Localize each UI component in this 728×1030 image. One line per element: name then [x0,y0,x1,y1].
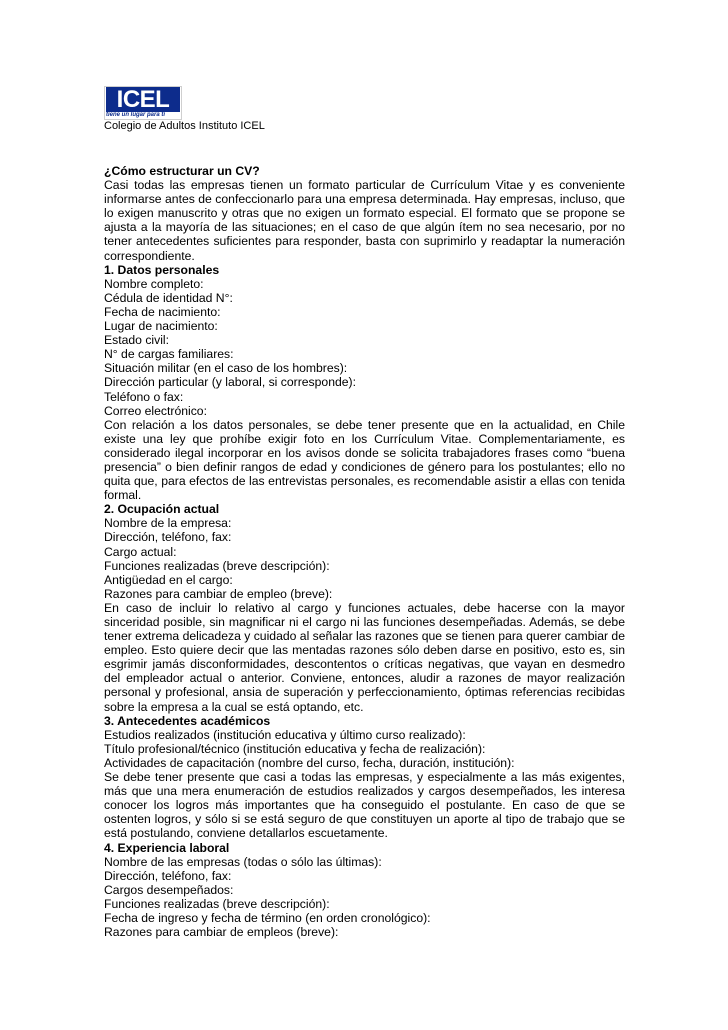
form-field: Dirección, teléfono, fax: [104,530,232,545]
document-body [104,164,625,939]
section-note: En caso de incluir lo relativo al cargo y funciones actuales, debe hacerse con la mayor sinceridad posible, sin magnificar ni el cargo ni las funciones desempeñadas. Además, se debe tener extrema delicadeza y cuidado al señalar las razones que se tienen para querer cambiar de empleo. Esto quiere decir que las mentadas razones sólo deben darse en positivo, esto es, sin esgrimir jamás disconformidades, descontentos o críticas negativas, que vayan en desmedro del empleador actual o anterior. Conviene, entonces, aludir a razones de mayor realización personal y profesional, ansia de superación y perfeccionamiento, óptimas referencias recibidas sobre la empresa a la cual se está optando, etc. [104,600,625,714]
form-field: Cargo actual: [104,544,177,559]
form-field: Funciones realizadas (breve descripción): [104,896,330,911]
section-note: Con relación a los datos personales, se debe tener presente que en la actualidad, en Chile existe una ley que prohíbe exigir foto en los Currículum Vitae. Complementariamente, es considerado ilegal incorporar en los avisos donde se solicita trabajadores frases como “buena presencia” o bien definir rangos de edad y condiciones de género para los postulantes; ello no quita que, para efectos de las entrevistas personales, es recomendable asistir a ellas con tenida formal. [104,417,625,503]
form-field: Dirección particular (y laboral, si corresponde): [104,375,356,390]
section-heading: 1. Datos personales [104,262,220,277]
form-field: Antigüedad en el cargo: [104,572,233,587]
form-field: Actividades de capacitación (nombre del curso, fecha, duración, institución): [104,755,515,770]
form-field: Nombre de las empresas (todas o sólo las últimas): [104,854,382,869]
document-title: ¿Cómo estructurar un CV? [104,164,260,178]
form-field: Estudios realizados (institución educativa y último curso realizado): [104,727,466,742]
form-field: Fecha de ingreso y fecha de término (en orden cronológico): [104,910,431,925]
form-field: Razones para cambiar de empleos (breve): [104,925,339,940]
form-field: Teléfono o fax: [104,389,184,404]
form-field: Correo electrónico: [104,403,207,418]
section-heading: 2. Ocupación actual [104,502,220,517]
form-field: Título profesional/técnico (institución educativa y fecha de realización): [104,741,486,756]
form-field: Razones para cambiar de empleo (breve): [104,586,333,601]
form-field: Lugar de nacimiento: [104,319,218,334]
form-field: Situación militar (en el caso de los hombres): [104,361,348,376]
icel-logo [104,86,182,120]
form-field: N° de cargas familiares: [104,347,234,362]
logo-wordmark: ICEL [106,87,180,112]
section-note: Se debe tener presente que casi a todas las empresas, y especialmente a las más exigentes, más que una mera enumeración de estudios realizados y cargos desempeñados, les interesa conocer los logros más importantes que ha conseguido el postulante. En caso de que se ostenten logros, y sólo si se está seguro de que constituyen un aporte al tipo de trabajo que se está postulando, conviene detallarlos escuetamente. [104,770,625,841]
form-field: Cargos desempeñados: [104,882,234,897]
form-field: Nombre completo: [104,276,204,291]
intro-paragraph: Casi todas las empresas tienen un formato particular de Currículum Vitae y es conveniente informarse antes de confeccionarlo para una empresa determinada. Hay empresas, incluso, que lo exigen manuscrito y otras que no exigen un formato especial. El formato que se propone se ajusta a la mayoría de las situaciones; en el caso de que algún ítem no sea necesario, por no tener antecedentes suficientes para responder, basta con suprimirlo y readaptar la numeración correspondiente. [104,178,625,263]
form-field: Nombre de la empresa: [104,516,232,531]
school-name: Colegio de Adultos Instituto ICEL [104,120,265,132]
form-field: Cédula de identidad N°: [104,290,233,305]
form-field: Fecha de nacimiento: [104,304,221,319]
section-heading: 3. Antecedentes académicos [104,713,271,728]
section-heading: 4. Experiencia laboral [104,840,230,855]
form-field: Funciones realizadas (breve descripción): [104,558,330,573]
form-field: Estado civil: [104,333,170,348]
logo-tagline: tiene un lugar para ti [106,112,166,118]
form-field: Dirección, teléfono, fax: [104,868,232,883]
